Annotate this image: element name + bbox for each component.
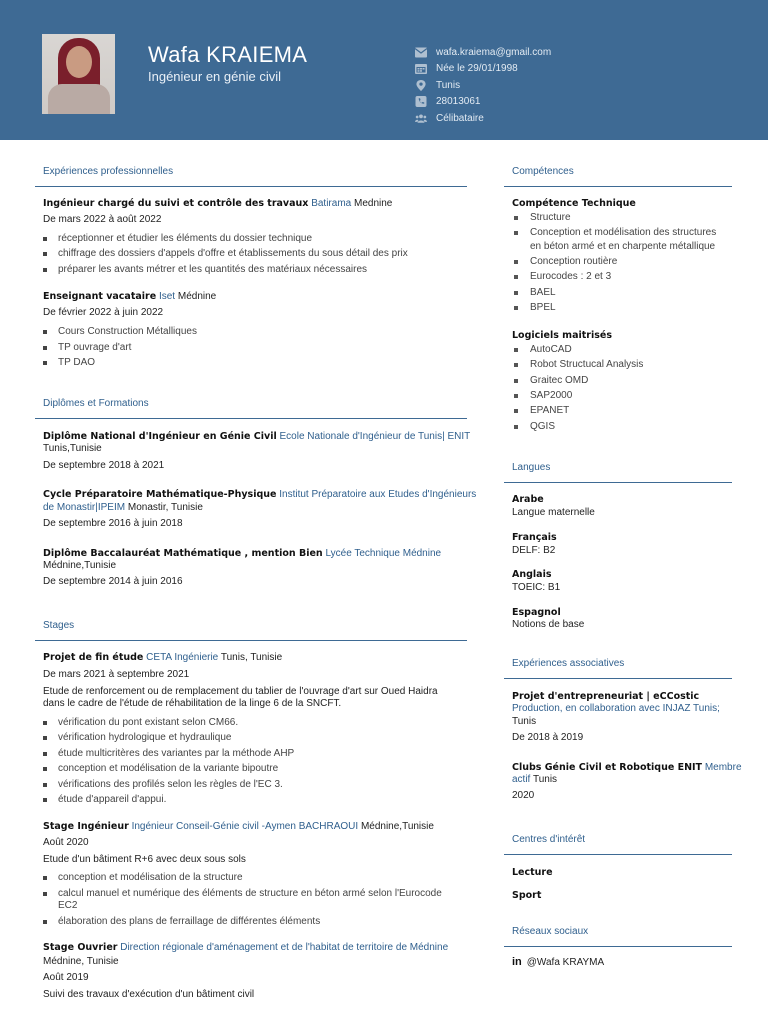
people-icon — [414, 113, 427, 124]
contact-location — [414, 77, 551, 94]
language-name: Arabe — [512, 494, 544, 505]
experience-role: Ingénieur chargé du suivi et contrôle des travaux — [43, 198, 309, 209]
stage-description: Etude d'un bâtiment R+6 avec deux sous sols — [43, 854, 246, 865]
diploma-school-cont: de Monastir|IPEIM — [43, 502, 126, 513]
list-item: Conception et modélisation des structures — [530, 226, 716, 241]
experience-date: De février 2022 à juin 2022 — [43, 307, 164, 318]
list-item: EPANET — [530, 404, 569, 419]
list-item: étude multicritères des variantes par la méthode AHP — [58, 748, 295, 759]
section-title-experiences: Expériences professionnelles — [43, 166, 174, 177]
language-level: Langue maternelle — [512, 507, 595, 518]
section-divider — [35, 418, 467, 419]
stage-date: Août 2020 — [43, 837, 89, 848]
diploma-place: Monastir, Tunisie — [127, 502, 203, 513]
contact-phone[interactable] — [414, 94, 551, 111]
list-item: Robot Structucal Analysis — [530, 358, 643, 373]
contact-birthdate-text: Née le 29/01/1998 — [436, 63, 518, 75]
phone-icon — [414, 96, 427, 107]
stage-role: Stage Ingénieur — [43, 821, 129, 832]
stage-description: Etude de renforcement ou de remplacement du tablier de l'ouvrage d'art sur Oued Haidra — [43, 686, 438, 697]
experience-heading — [43, 290, 216, 303]
stage-heading — [43, 820, 434, 833]
diploma-date: De septembre 2018 à 2021 — [43, 460, 165, 471]
list-item-cont: en béton armé et en charpente métallique — [530, 241, 716, 252]
calendar-icon — [414, 63, 427, 74]
location-icon — [414, 80, 427, 91]
association-place: Tunis — [532, 774, 558, 785]
list-item: BPEL — [530, 301, 556, 316]
stage-place: Médnine, Tunisie — [43, 956, 119, 967]
stage-date: Août 2019 — [43, 972, 89, 983]
association-org: Production, en collaboration avec INJAZ Tunis; — [512, 703, 720, 714]
contact-email-text: wafa.kraiema@gmail.com — [436, 46, 552, 58]
diploma-place: Médnine,Tunisie — [43, 560, 117, 571]
job-title: Ingénieur en génie civil — [148, 69, 281, 84]
experience-place: Mednine — [354, 198, 393, 209]
list-item: calcul manuel et numérique des éléments de structure en béton armé selon l'Eurocode — [58, 888, 442, 899]
diploma-title: Cycle Préparatoire Mathématique-Physique — [43, 489, 277, 500]
list-item: Eurocodes : 2 et 3 — [530, 270, 611, 285]
section-divider — [504, 678, 732, 679]
list-item: QGIS — [530, 420, 555, 435]
experience-org: Batirama — [311, 198, 352, 209]
software-subheading: Logiciels maitrisés — [512, 330, 612, 341]
section-title-reseaux: Réseaux sociaux — [512, 926, 589, 937]
language-name: Espagnol — [512, 607, 561, 618]
profile-photo — [42, 34, 115, 114]
diploma-heading — [43, 488, 476, 501]
diploma-title: Diplôme Baccalauréat Mathématique , mention Bien — [43, 548, 323, 559]
association-org: Membre — [704, 762, 742, 773]
list-item: chiffrage des dossiers d'appels d'offre et établissements du sous détail des prix — [58, 248, 408, 259]
stage-place: Médnine,Tunisie — [360, 821, 434, 832]
list-item: vérification du pont existant selon CM66. — [58, 717, 239, 728]
contact-location-text: Tunis — [436, 79, 461, 91]
section-title-langues: Langues — [512, 462, 551, 473]
stage-org: Direction régionale d'aménagement et de l'habitat de territoire de Médnine — [120, 942, 449, 953]
list-item: TP DAO — [58, 357, 96, 368]
header — [0, 0, 768, 140]
contact-email[interactable] — [414, 44, 551, 61]
stage-place: Tunis, Tunisie — [220, 652, 283, 663]
experience-heading — [43, 197, 392, 210]
list-item: Structure — [530, 211, 571, 226]
list-item: conception et modélisation de la structure — [58, 872, 243, 883]
association-org-cont: actif — [512, 774, 531, 785]
stage-description: Suivi des travaux d'exécution d'un bâtiment civil — [43, 989, 255, 1000]
stage-heading — [43, 651, 282, 664]
diploma-school: Institut Préparatoire aux Etudes d'Ingénieurs — [279, 489, 477, 500]
experience-date: De mars 2022 à août 2022 — [43, 214, 162, 225]
association-role: Clubs Génie Civil et Robotique ENIT — [512, 762, 703, 773]
association-date: De 2018 à 2019 — [512, 732, 584, 743]
association-place: Tunis — [512, 716, 537, 727]
diploma-date: De septembre 2016 à juin 2018 — [43, 518, 183, 529]
list-item: conception et modélisation de la variante bipoutre — [58, 763, 279, 774]
language-level: DELF: B2 — [512, 545, 556, 556]
interest-item: Sport — [512, 890, 542, 901]
association-date: 2020 — [512, 790, 535, 801]
list-item: Conception routière — [530, 255, 617, 270]
language-level: TOEIC: B1 — [512, 582, 561, 593]
diploma-place: Tunis,Tunisie — [43, 443, 102, 454]
list-item: vérification hydrologique et hydraulique — [58, 732, 232, 743]
section-divider — [504, 854, 732, 855]
list-item: SAP2000 — [530, 389, 572, 404]
candidate-name: Wafa KRAIEMA — [148, 42, 308, 67]
section-divider — [504, 482, 732, 483]
association-role: Projet d'entrepreneuriat | eCCostic — [512, 691, 700, 702]
section-title-competences: Compétences — [512, 166, 574, 177]
interest-item: Lecture — [512, 867, 553, 878]
linkedin-handle: @Wafa KRAYMA — [526, 957, 605, 968]
contact-status-text: Célibataire — [436, 112, 484, 124]
stage-date: De mars 2021 à septembre 2021 — [43, 669, 190, 680]
email-icon — [414, 47, 427, 58]
skills-subheading: Compétence Technique — [512, 198, 636, 209]
stage-description-cont: dans le cadre de l'étude de réhabilitation de la linge 6 de la SNCFT. — [43, 698, 342, 709]
section-title-associatives: Expériences associatives — [512, 658, 625, 669]
list-item: TP ouvrage d'art — [58, 342, 132, 353]
list-item: préparer les avants métrer et les quantités des matériaux nécessaires — [58, 264, 368, 275]
section-title-diplomes: Diplômes et Formations — [43, 398, 149, 409]
language-level: Notions de base — [512, 619, 585, 630]
diploma-date: De septembre 2014 à juin 2016 — [43, 576, 183, 587]
linkedin-link[interactable] — [512, 956, 604, 969]
section-divider — [504, 946, 732, 947]
list-item: étude d'appareil d'appui. — [58, 794, 167, 805]
list-item: élaboration des plans de ferraillage de différentes éléments — [58, 916, 321, 927]
language-name: Français — [512, 532, 557, 543]
list-item: BAEL — [530, 286, 556, 301]
section-title-stages: Stages — [43, 620, 75, 631]
diploma-title: Diplôme National d'Ingénieur en Génie Civil — [43, 431, 277, 442]
section-divider — [35, 640, 467, 641]
stage-heading — [43, 941, 448, 954]
diploma-heading-cont — [43, 501, 203, 514]
contact-list — [414, 44, 551, 127]
experience-role: Enseignant vacataire — [43, 291, 157, 302]
diploma-heading — [43, 430, 470, 443]
list-item: AutoCAD — [530, 343, 572, 358]
linkedin-icon: in — [512, 956, 522, 968]
stage-role: Projet de fin étude — [43, 652, 144, 663]
diploma-school: Ecole Nationale d'Ingénieur de Tunis| ENIT — [279, 431, 471, 442]
experience-org: Iset — [158, 291, 176, 302]
contact-birthdate — [414, 61, 551, 78]
stage-role: Stage Ouvrier — [43, 942, 118, 953]
contact-status — [414, 110, 551, 127]
stage-org: CETA Ingénierie — [146, 652, 219, 663]
list-item: vérifications des profilés selon les règles de l'EC 3. — [58, 779, 283, 790]
language-name: Anglais — [512, 569, 552, 580]
association-heading-cont — [512, 773, 557, 786]
stage-org: Ingénieur Conseil-Génie civil -Aymen BACHRAOUI — [131, 821, 359, 832]
section-divider — [504, 186, 732, 187]
experience-place: Médnine — [177, 291, 217, 302]
section-title-interets: Centres d'intérêt — [512, 834, 586, 845]
list-item: réceptionner et étudier les éléments du dossier technique — [58, 233, 313, 244]
list-item: Graitec OMD — [530, 374, 588, 389]
diploma-school: Lycée Technique Médnine — [325, 548, 442, 559]
list-item: Cours Construction Métalliques — [58, 326, 197, 337]
contact-phone-text: 28013061 — [436, 96, 481, 108]
list-item-cont: EC2 — [58, 900, 78, 911]
section-divider — [35, 186, 467, 187]
